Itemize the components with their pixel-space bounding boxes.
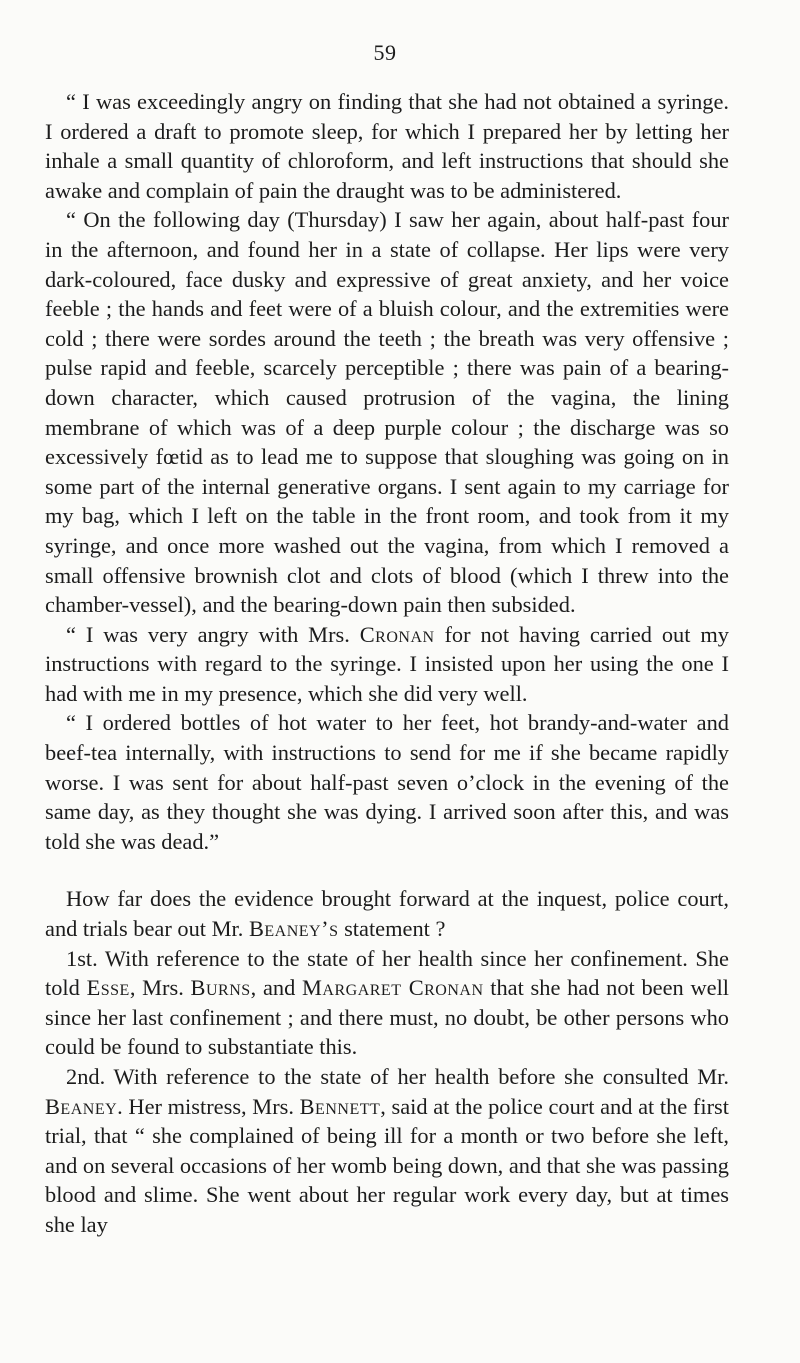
person-name: Esse [86, 975, 130, 1001]
paragraph [45, 944, 729, 1062]
paragraph [45, 87, 729, 205]
text-run: , and [250, 975, 303, 1001]
person-name: Margaret Cronan [302, 975, 484, 1001]
text-run: statement ? [338, 916, 446, 942]
body-text [45, 87, 729, 1240]
text-run: “ I ordered bottles of hot water to her feet, hot brandy-and-water and beef-tea internally, with instructions to send for me if she became rapidly worse. I was sent for about half-past seven o’clock in the evening of the same day, as they thought she was dying. I arrived soon after this, and was told she was dead.” [45, 710, 729, 854]
paragraph [45, 708, 729, 856]
paragraph [45, 1062, 729, 1240]
person-name: Beaney [45, 1093, 118, 1119]
person-name: Cronan [359, 621, 435, 647]
text-run: 1st. With reference to the state of her health since her confinement. She told [45, 945, 729, 1001]
person-name: Burns [190, 975, 251, 1001]
text-run: “ On the following day (Thursday) I saw her again, about half-past four in the afternoon, and found her in a state of collapse. Her lips were very dark-coloured, face dusky and expressive of great anxiety, and her voice feeble ; the hands and feet were of a bluish colour, and the extremities were cold ; there were sordes around the teeth ; the breath was very offensive ; pulse rapid and feeble, scarcely perceptible ; there was pain of a bearing-down character, which caused protrusion of the vagina, the lining membrane of which was of a deep purple colour ; the discharge was so excessively fœtid as to lead me to suppose that sloughing was going on in some part of the internal generative organs. I sent again to my carriage for my bag, which I left on the table in the front room, and took from it my syringe, and once more washed out the vagina, from which I removed a small offensive brownish clot and clots of blood (which I threw into the chamber-vessel), and the bearing-down pain then subsided. [45, 207, 729, 618]
text-run: “ I was very angry with Mrs. [66, 621, 360, 647]
text-run: for not having carried out my instructions with regard to the syringe. I insisted upon her using the one I had with me in my presence, which she did very well. [45, 621, 729, 706]
text-run: that she had not been well since her last confinement ; and there must, no doubt, be other persons who could be found to substantiate this. [45, 975, 730, 1060]
text-run: . Her mistress, Mrs. [117, 1093, 300, 1119]
person-name: Bennett [299, 1093, 381, 1119]
text-run: , said at the police court and at the first trial, that “ she complained of being ill for a month or two before she left, and on several occasions of her womb being down, and that she was passing blood and slime. She went about her regular work every day, but at times she lay [45, 1093, 729, 1237]
person-name: Beaney’s [248, 916, 339, 942]
paragraph [45, 205, 729, 619]
text-run: “ I was exceedingly angry on finding that she had not obtained a syringe. I ordered a draft to promote sleep, for which I prepared her by letting her inhale a small quantity of chloroform, and left instructions that should she awake and complain of pain the draught was to be administered. [45, 89, 729, 203]
text-run: 2nd. With reference to the state of her health before she consulted Mr. [66, 1064, 729, 1089]
paragraph [45, 620, 729, 709]
text-run: How far does the evidence brought forward at the inquest, police court, and trials bear out Mr. [45, 886, 729, 942]
page-number: 59 [373, 40, 397, 65]
paragraph [45, 884, 729, 943]
text-run: , Mrs. [129, 975, 191, 1001]
